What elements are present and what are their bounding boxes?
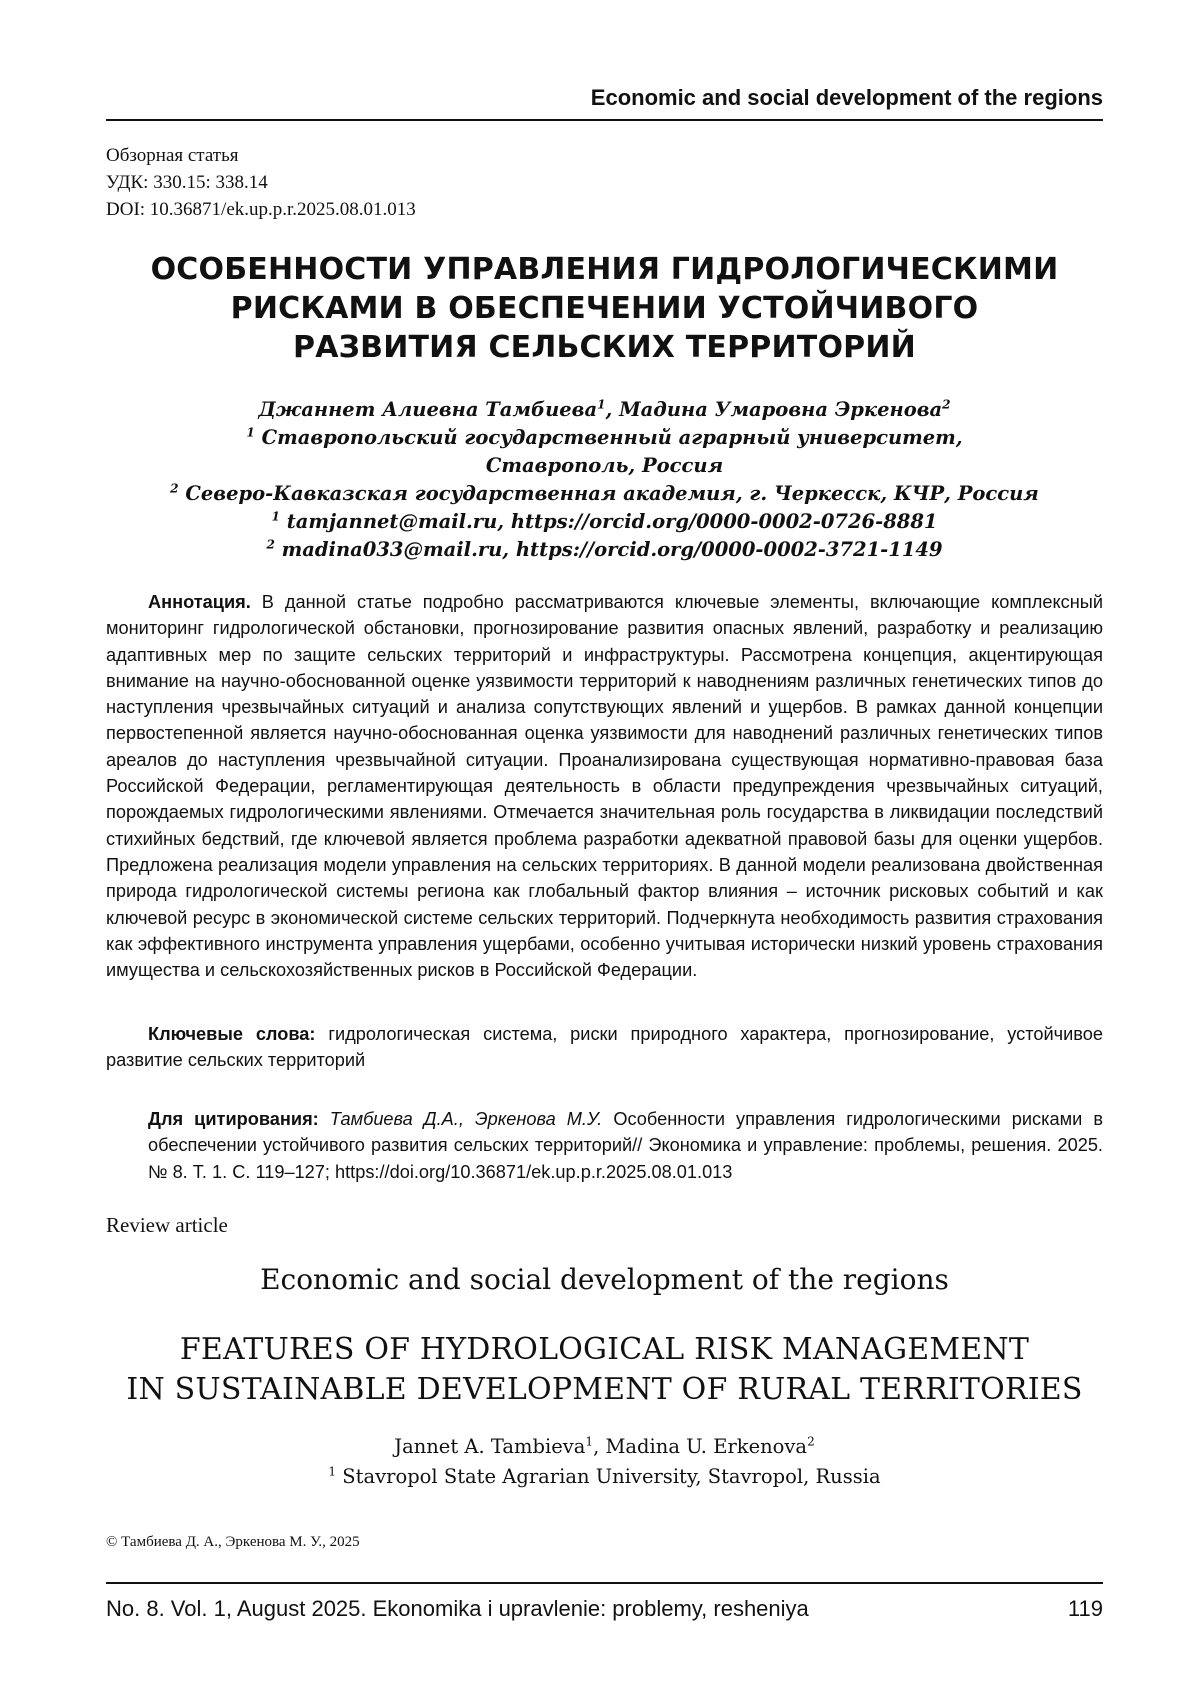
author-names-en bbox=[106, 1432, 1103, 1462]
keywords-text: гидрологическая система, риски природного характера, прогнозирование, устойчивое развитие сельских территорий bbox=[106, 1024, 1103, 1071]
author-2-sup: 2 bbox=[942, 397, 951, 412]
citation-label: Для цитирования: bbox=[148, 1109, 319, 1129]
author-separator: , bbox=[605, 398, 620, 421]
contact-2 bbox=[106, 536, 1103, 564]
affiliation-1-line-2: Ставрополь, Россия bbox=[485, 454, 724, 477]
abstract-text: В данной статье подробно рассматриваются ключевые элементы, включающие комплексный мониторинг гидрологической обстановки, прогнозирование развития опасных явлений, разработку и реализацию адаптивных мер по защите сельских территорий и инфраструктуры. Рассмотрена концепция, акцентирующая внимание на научно-обоснованной оценке уязвимости территорий к наводнениям различных генетических типов до наступления чрезвычайных ситуаций и анализа сопутствующих явлений и ущербов. В рамках данной концепции первостепенной является научно-обоснованная оценка уязвимости для наводнений различных генетических типов ареалов до наступления чрезвычайной ситуации. Проанализирована существующая нормативно-правовая база Российской Федерации, регламентирующая деятельность в области предупреждения чрезвычайных ситуаций, порождаемых гидрологическими явлениями. Отмечается значительная роль государства в ликвидации последствий стихийных бедствий, где ключевой является проблема разработки адекватной правовой базы для оценки ущербов. Предложена реализация модели управления на сельских территориях. В данной модели реализована двойственная природа гидрологической системы региона как глобальный фактор влияния – источник рисковых событий и как ключевой ресурс в экономической системе сельских территорий. Подчеркнута необходимость развития страхования как эффективного инструмента управления ущербами, особенно учитывая исторически низкий уровень страхования имущества и сельскохозяйственных рисков в Российской Федерации. bbox=[106, 592, 1103, 981]
running-header: Economic and social development of the regions bbox=[590, 85, 1103, 110]
author-1-name: Джаннет Алиевна Тамбиева bbox=[258, 398, 598, 421]
abstract bbox=[106, 589, 1103, 983]
author-1-sup-en: 1 bbox=[585, 1434, 594, 1449]
author-names-ru bbox=[106, 396, 1103, 424]
title-ru-line: РИСКАМИ В ОБЕСПЕЧЕНИИ УСТОЙЧИВОГО bbox=[230, 291, 979, 326]
citation bbox=[148, 1106, 1103, 1185]
affiliation-1-text: Ставропольский государственный аграрный университет, bbox=[261, 426, 963, 449]
keywords bbox=[106, 1021, 1103, 1074]
author-1-name-en: Jannet A. Tambieva bbox=[394, 1435, 586, 1458]
article-type-en: Review article bbox=[106, 1213, 228, 1237]
footer-divider bbox=[106, 1582, 1103, 1584]
affiliation-1-sup: 1 bbox=[246, 425, 255, 440]
citation-text: Особенности управления гидрологическими рисками в обеспечении устойчивого развития сельских территорий// Экономика и управление: проблемы, решения. 2025. № 8. Т. 1. С. 119–127; https://doi.org/10.36871/ek.up.p.r.2025.08.01.013 bbox=[148, 1109, 1103, 1182]
citation-authors: Тамбиева Д.А., Эркенова М.У. bbox=[329, 1109, 603, 1129]
udc: УДК: 330.15: 338.14 bbox=[106, 172, 268, 193]
section-title-en: Economic and social development of the regions bbox=[260, 1263, 949, 1296]
contact-1 bbox=[106, 508, 1103, 536]
title-ru-line: ОСОБЕННОСТИ УПРАВЛЕНИЯ ГИДРОЛОГИЧЕСКИМИ bbox=[150, 252, 1059, 287]
page-number: 119 bbox=[1067, 1596, 1103, 1621]
doi: DOI: 10.36871/ek.up.p.r.2025.08.01.013 bbox=[106, 199, 416, 220]
authors-block-ru bbox=[106, 396, 1103, 564]
author-2-sup-en: 2 bbox=[807, 1434, 815, 1449]
affiliation-2-sup: 2 bbox=[170, 481, 179, 496]
contact-1-sup: 1 bbox=[271, 509, 280, 524]
article-title-en bbox=[106, 1330, 1103, 1410]
contact-2-text[interactable]: madina033@mail.ru, https://orcid.org/0000-0002-3721-1149 bbox=[281, 538, 943, 561]
contact-2-sup: 2 bbox=[266, 537, 275, 552]
affiliation-1-en bbox=[106, 1462, 1103, 1492]
title-en-line: FEATURES OF HYDROLOGICAL RISK MANAGEMENT bbox=[179, 1332, 1030, 1367]
author-1-sup: 1 bbox=[597, 397, 606, 412]
author-2-name-en: Madina U. Erkenova bbox=[605, 1435, 808, 1458]
affiliation-2 bbox=[106, 480, 1103, 508]
title-en-line: IN SUSTAINABLE DEVELOPMENT OF RURAL TERRITORIES bbox=[126, 1372, 1083, 1407]
contact-1-text[interactable]: tamjannet@mail.ru, https://orcid.org/0000-0002-0726-8881 bbox=[286, 510, 938, 533]
affiliation-1-text-en: Stavropol State Agrarian University, Stavropol, Russia bbox=[342, 1465, 881, 1488]
author-2-name: Мадина Умаровна Эркенова bbox=[619, 398, 943, 421]
authors-block-en bbox=[106, 1432, 1103, 1492]
copyright: © Тамбиева Д. А., Эркенова М. У., 2025 bbox=[106, 1534, 360, 1550]
article-title-ru bbox=[106, 250, 1103, 367]
article-meta bbox=[106, 142, 416, 223]
header-divider bbox=[106, 119, 1103, 121]
author-separator-en: , bbox=[593, 1435, 606, 1458]
article-type-ru: Обзорная статья bbox=[106, 145, 239, 166]
footer-journal: No. 8. Vol. 1, August 2025. Ekonomika i upravlenie: problemy, resheniya bbox=[106, 1596, 809, 1621]
keywords-label: Ключевые слова: bbox=[148, 1024, 316, 1044]
affiliation-2-text: Северо-Кавказская государственная академия, г. Черкесск, КЧР, Россия bbox=[185, 482, 1039, 505]
abstract-label: Аннотация. bbox=[148, 592, 251, 612]
title-ru-line: РАЗВИТИЯ СЕЛЬСКИХ ТЕРРИТОРИЙ bbox=[293, 330, 916, 365]
affiliation-1-line-1 bbox=[106, 424, 1103, 452]
affiliation-1-sup-en: 1 bbox=[328, 1464, 337, 1479]
